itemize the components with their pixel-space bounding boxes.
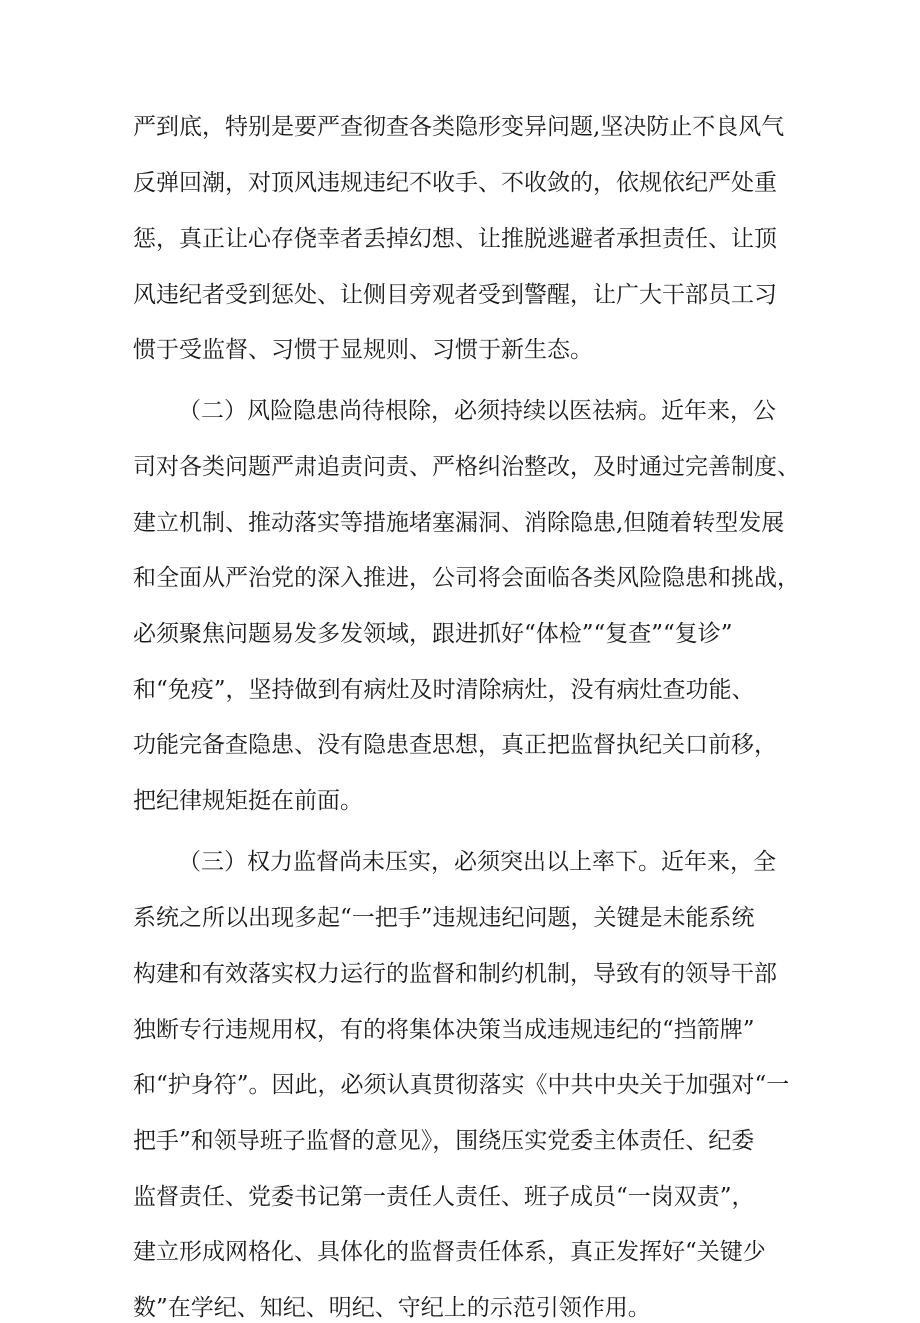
text-line: 构建和有效落实权力运行的监督和制约机制，导致有的领导干部 — [133, 961, 777, 987]
text-line: （三）权力监督尚未压实，必须突出以上率下。近年来，全 — [178, 849, 776, 875]
text-line: 必须聚焦问题易发多发领域，跟进抓好“体检”“复查”“复诊” — [133, 621, 733, 647]
text-line: 监督责任、党委书记第一责任人责任、班子成员“一岗双责”， — [133, 1184, 755, 1210]
text-line: 系统之所以出现多起“一把手”违规违纪问题，关键是未能系统 — [133, 905, 755, 931]
text-line: 反弹回潮，对顶风违规违纪不收手、不收敛的，依规依纪严处重 — [133, 170, 777, 196]
text-line: 惩，真正让心存侥幸者丢掉幻想、让推脱逃避者承担责任、让顶 — [133, 226, 777, 252]
text-line: 功能完备查隐患、没有隐患查思想，真正把监督执纪关口前移， — [133, 732, 777, 758]
text-line: 和“护身符”。因此，必须认真贯彻落实《中共中央关于加强对“一 — [133, 1072, 790, 1098]
text-line: 司对各类问题严肃追责问责、严格纠治整改，及时通过完善制度、 — [133, 454, 800, 480]
text-line: 风违纪者受到惩处、让侧目旁观者受到警醒，让广大干部员工习 — [133, 282, 777, 308]
text-line: （二）风险隐患尚待根除，必须持续以医祛病。近年来，公 — [178, 398, 776, 424]
text-line: 建立形成网格化、具体化的监督责任体系，真正发挥好“关键少 — [133, 1239, 766, 1265]
text-line: 惯于受监督、习惯于显规则、习惯于新生态。 — [133, 337, 593, 363]
text-line: 把纪律规矩挺在前面。 — [133, 788, 363, 814]
text-line: 数”在学纪、知纪、明纪、守纪上的示范引领作用。 — [133, 1295, 651, 1321]
text-line: 和全面从严治党的深入推进，公司将会面临各类风险隐患和挑战， — [133, 565, 800, 591]
text-line: 建立机制、推动落实等措施堵塞漏洞、消除隐患,但随着转型发展 — [133, 510, 785, 536]
text-line: 独断专行违规用权，有的将集体决策当成违规违纪的“挡箭牌” — [133, 1017, 755, 1043]
text-line: 严到底，特别是要严查彻查各类隐形变异问题,坚决防止不良风气 — [133, 114, 785, 140]
text-line: 把手”和领导班子监督的意见》，围绕压实党委主体责任、纪委 — [133, 1128, 755, 1154]
text-line: 和“免疫”，坚持做到有病灶及时清除病灶，没有病灶查功能、 — [133, 677, 755, 703]
